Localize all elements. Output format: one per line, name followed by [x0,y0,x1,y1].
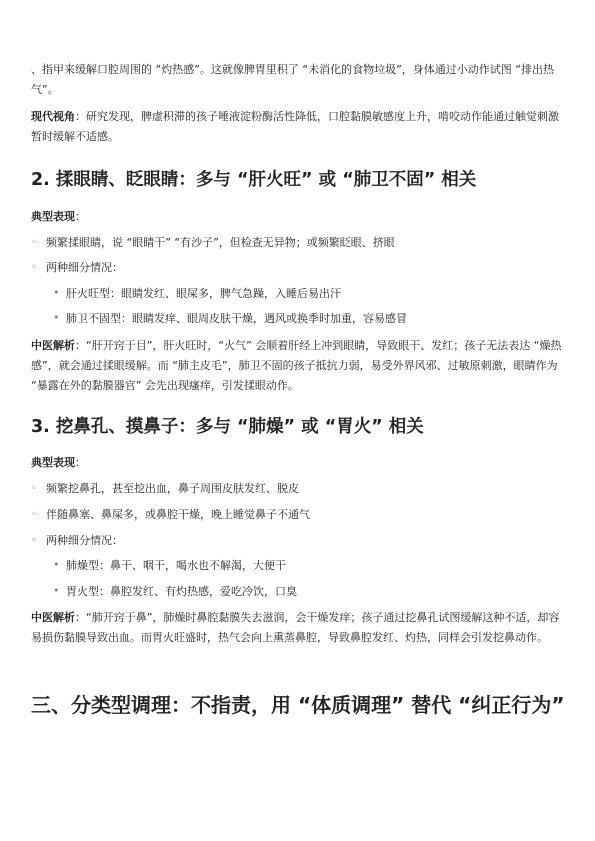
analysis-label: 中医解析 [31,611,75,624]
hollow-bullet-icon: ◦ [31,483,37,494]
analysis-label: 中医解析 [31,339,75,352]
section-2-heading: 2. 揉眼睛、眨眼睛：多与 “肝火旺” 或 “肺卫不固” 相关 [31,170,477,190]
modern-view-label: 现代视角 [31,110,75,123]
solid-bullet-icon: • [53,558,60,571]
sub-list-item-text: 肺卫不固型：眼睛发痒、眼周皮肤干燥，遇风或换季时加重，容易感冒 [66,312,407,325]
hollow-bullet-icon: ◦ [31,262,37,273]
list-item-text: 伴随鼻塞、鼻屎多，或鼻腔干燥，晚上睡觉鼻子不通气 [46,508,310,521]
analysis-text: ：“肺开窍于鼻”，肺燥时鼻腔黏膜失去滋润，会干燥发痒；孩子通过挖鼻孔试图缓解这种不适，却容易损伤黏膜导致出血。而胃火旺盛时，热气会向上熏蒸鼻腔，导致鼻腔发红、灼热，同样会引发挖鼻动作。 [31,611,560,644]
typical-label-text: 典型表现 [31,456,75,469]
typical-label-colon: ： [75,210,86,223]
modern-view-paragraph [31,107,566,147]
list-item-text: 频繁揉眼睛，说 “眼睛干” “有沙子”，但检查无异物；或频繁眨眼、挤眼 [46,236,395,249]
modern-view-text: ：研究发现，脾虚积滞的孩子唾液淀粉酶活性降低，口腔黏膜敏感度上升，啃咬动作能通过触觉刺激暂时缓解不适感。 [31,110,559,143]
intro-paragraph [31,60,566,100]
section-3-analysis [31,608,566,648]
section-2-analysis [31,336,566,396]
sub-list-item-text: 肺燥型：鼻干、咽干，喝水也不解渴，大便干 [66,559,286,572]
list-item-text: 频繁挖鼻孔，甚至挖出血，鼻子周围皮肤发红、脱皮 [46,482,299,495]
section-2-typical-label [31,209,86,225]
list-item-text: 两种细分情况： [46,534,123,547]
sub-list-item-text: 胃火型：鼻腔发红、有灼热感，爱吃冷饮，口臭 [66,585,297,598]
hollow-bullet-icon: ◦ [31,509,37,520]
section-three-heading: 三、分类型调理：不指责，用 “体质调理” 替代 “纠正行为” [31,693,565,717]
list-item-text: 两种细分情况： [46,261,123,274]
solid-bullet-icon: • [53,311,60,324]
section-3-typical-label [31,455,86,471]
sub-list-item-text: 肝火旺型：眼睛发红、眼屎多，脾气急躁，入睡后易出汗 [66,287,341,300]
typical-label-text: 典型表现 [31,210,75,223]
hollow-bullet-icon: ◦ [31,535,37,546]
solid-bullet-icon: • [53,584,60,597]
solid-bullet-icon: • [53,286,60,299]
typical-label-colon: ： [75,456,86,469]
analysis-text: ：“肝开窍于目”，肝火旺时，“火气” 会顺着肝经上冲到眼睛，导致眼干、发红；孩子无法表达 “燥热感”，就会通过揉眼缓解。而 “肺主皮毛”，肺卫不固的孩子抵抗力弱，易受外界风邪、过敏原刺激，眼睛作为 “暴露在外的黏膜器官” 会先出现瘙痒，引发揉眼动作。 [31,339,562,392]
hollow-bullet-icon: ◦ [31,237,37,248]
intro-text: 、指甲来缓解口腔周围的 “灼热感”。这就像脾胃里积了 “未消化的食物垃圾”，身体通过小动作试图 “排出热气”。 [31,63,554,96]
section-3-heading: 3. 挖鼻孔、摸鼻子：多与 “肺燥” 或 “胃火” 相关 [31,417,424,437]
